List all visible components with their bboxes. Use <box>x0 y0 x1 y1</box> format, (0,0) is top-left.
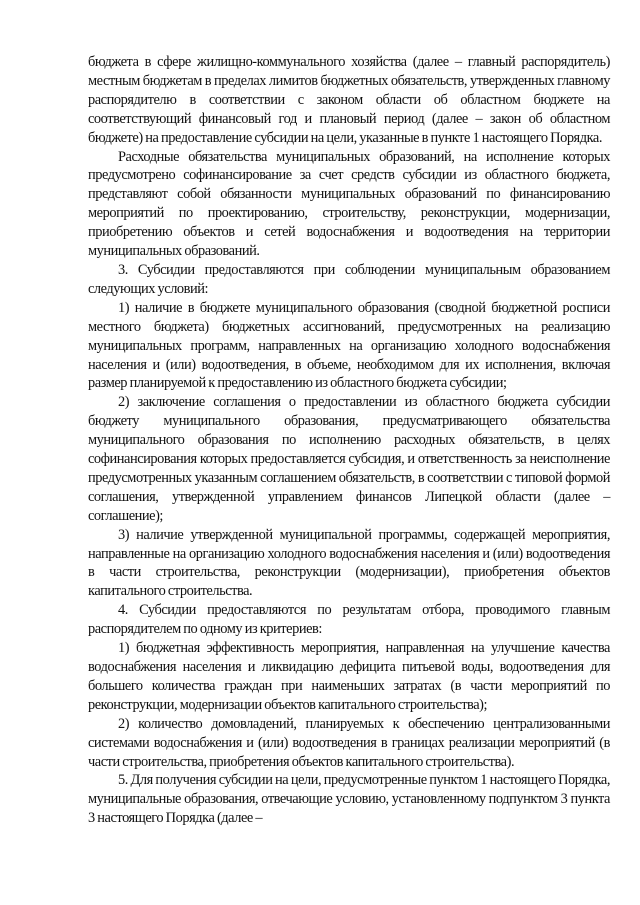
paragraph-condition-1: 1) наличие в бюджете муниципального образования (сводной бюджетной росписи местного бюджета) бюджетных ассигнований, предусмотренных на реализацию муниципальных программ, направленных на организацию холодного водоснабжения населения и (или) водоотведения, в объеме, необходимом для их исполнения, включая размер планируемой к предоставлению из областного бюджета субсидии; <box>88 299 610 392</box>
paragraph-section-4-selection: 4. Субсидии предоставляются по результатам отбора, проводимого главным распорядителем по одному из критериев: <box>88 602 610 638</box>
paragraph-expenditure-obligations: Расходные обязательства муниципальных образований, на исполнение которых предусмотрено софинансирование за счет средств субсидии из областного бюджета, представляют собой обязанности муниципальных образований по финансированию мероприятий по проектированию, строительству, реконструкции, модернизации, приобретению объектов и сетей водоснабжения и водоотведения на территории муниципальных образований. <box>88 148 610 260</box>
paragraph-criterion-2: 2) количество домовладений, планируемых к обеспечению централизованными системами водоснабжения и (или) водоотведения в границах реализации мероприятий (в части строительства, приобретения объектов капитального строительства). <box>88 715 610 770</box>
paragraph-budget-distribution: бюджета в сфере жилищно-коммунального хозяйства (далее – главный распорядитель) местным бюджетам в пределах лимитов бюджетных обязательств, утвержденных главному распорядителю в соответствии с законом области об областном бюджете на соответствующий финансовый год и плановый период (далее – закон об областном бюджете) на предоставление субсидии на цели, указанные в пункте 1 настоящего Порядка. <box>88 54 610 146</box>
paragraph-section-3-conditions: 3. Субсидии предоставляются при соблюдении муниципальным образованием следующих условий: <box>88 261 610 297</box>
document-page <box>88 53 610 828</box>
paragraph-criterion-1: 1) бюджетная эффективность мероприятия, направленная на улучшение качества водоснабжения населения и ликвидацию дефицита питьевой воды, водоотведения для большего количества граждан при наименьших затратах (в части мероприятий по реконструкции, модернизации объектов капитального строительства); <box>88 640 610 713</box>
paragraph-condition-2: 2) заключение соглашения о предоставлении из областного бюджета субсидии бюджету муниципального образования, предусматривающего обязательства муниципального образования по исполнению расходных обязательств, в целях софинансирования которых предоставляется субсидия, и ответственность за неисполнение предусмотренных указанным соглашением обязательств, в соответствии с типовой формой соглашения, утвержденной управлением финансов Липецкой области (далее – соглашение); <box>88 394 610 524</box>
paragraph-section-5: 5. Для получения субсидии на цели, предусмотренные пунктом 1 настоящего Порядка, муниципальные образования, отвечающие условию, установленному подпунктом 3 пункта 3 настоящего Порядка (далее – <box>88 772 610 827</box>
paragraph-condition-3: 3) наличие утвержденной муниципальной программы, содержащей мероприятия, направленные на организацию холодного водоснабжения населения и (или) водоотведения в части строительства, реконструкции (модернизации), приобретения объектов капитального строительства. <box>88 526 610 600</box>
